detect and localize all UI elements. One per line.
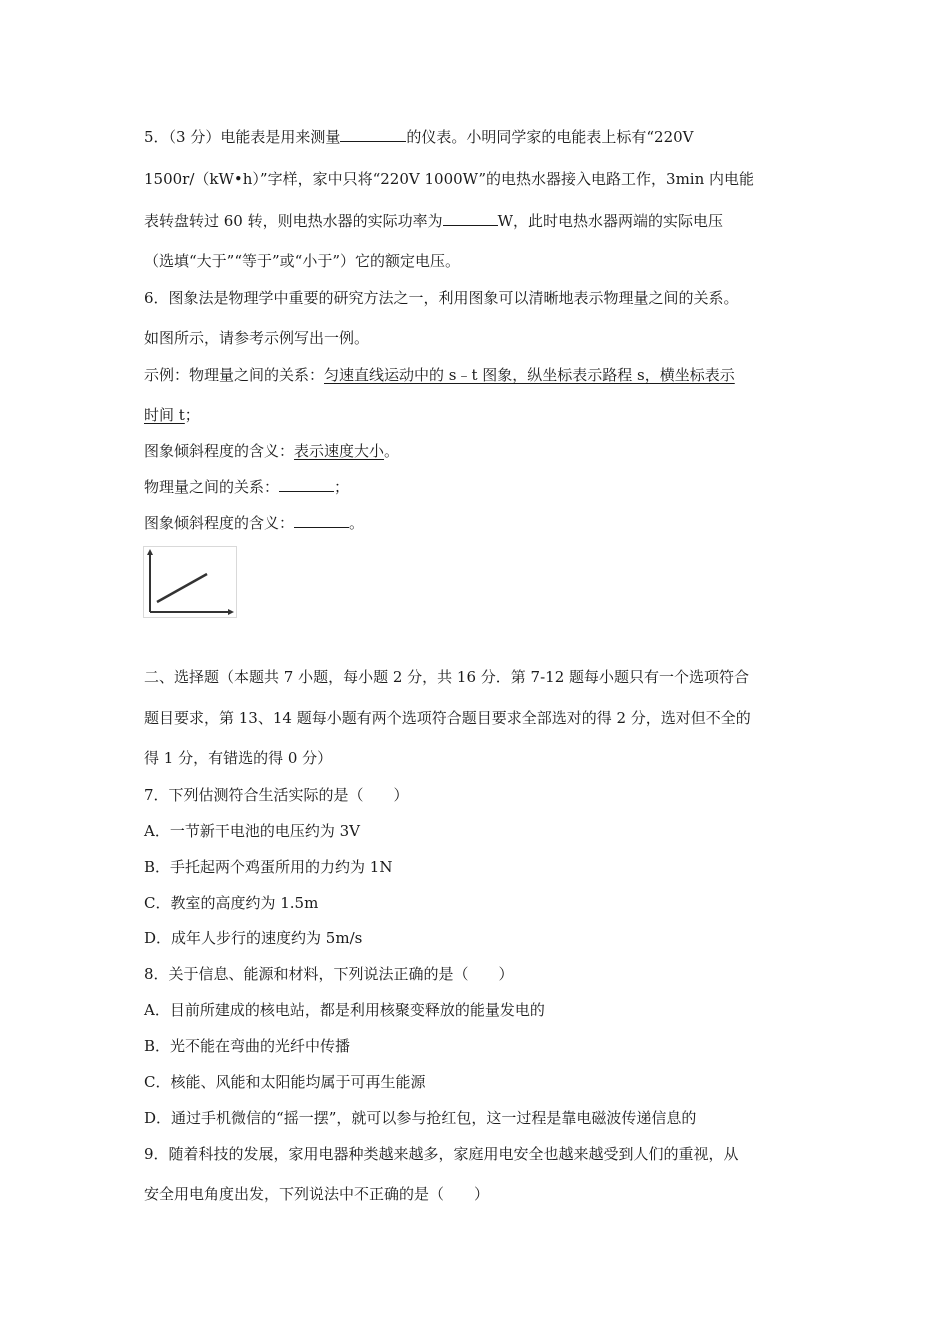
graph-x-arrow xyxy=(228,609,234,615)
section2-line-3: 得 1 分，有错选的得 0 分） xyxy=(144,749,333,767)
q6-example-prefix: 示例：物理量之间的关系： xyxy=(144,366,325,384)
q6-slope-prefix: 图象倾斜程度的含义： xyxy=(144,514,295,532)
q6-example-end: ； xyxy=(184,406,200,424)
q7-option-b: B．手托起两个鸡蛋所用的力约为 1N xyxy=(144,858,393,876)
q7-stem: 7．下列估测符合生活实际的是（ ） xyxy=(144,786,409,804)
q5-line-3 xyxy=(144,211,723,231)
q8-option-b: B．光不能在弯曲的光纤中传播 xyxy=(144,1037,351,1055)
section2-line-1: 二、选择题（本题共 7 小题，每小题 2 分，共 16 分．第 7-12 题每小题只有一个选项符合 xyxy=(144,668,750,686)
q5-text-1b: 的仪表。小明同学家的电能表上标有“220V xyxy=(406,128,694,146)
q7-option-d: D．成年人步行的速度约为 5m/s xyxy=(144,929,363,947)
q6-example-line-2 xyxy=(144,405,200,425)
graph-y-arrow xyxy=(147,549,153,555)
q5-blank-2[interactable] xyxy=(443,211,498,226)
q7-option-c: C．教室的高度约为 1.5m xyxy=(144,894,319,912)
q6-meaning-underlined: 表示速度大小 xyxy=(294,442,385,460)
q6-relation-prefix: 物理量之间的关系： xyxy=(144,478,280,496)
q6-line-2: 如图所示，请参考示例写出一例。 xyxy=(144,329,370,347)
graph-frame xyxy=(144,547,237,618)
q6-example-line-1 xyxy=(144,365,735,385)
q6-relation-blank[interactable] xyxy=(279,477,334,492)
q9-line-1: 9．随着科技的发展，家用电器种类越来越多，家庭用电安全也越来越受到人们的重视，从 xyxy=(144,1145,739,1163)
q6-meaning-prefix: 图象倾斜程度的含义： xyxy=(144,442,295,460)
q6-slope-end: 。 xyxy=(349,514,365,532)
q6-slope-line xyxy=(144,513,364,533)
q6-relation-end: ； xyxy=(334,478,350,496)
q6-meaning-line xyxy=(144,441,399,461)
q6-example-underlined: 匀速直线运动中的 s﹣t 图象，纵坐标表示路程 s，横坐标表示 xyxy=(324,366,735,384)
q6-meaning-end: 。 xyxy=(384,442,400,460)
q8-option-c: C．核能、风能和太阳能均属于可再生能源 xyxy=(144,1073,426,1091)
q5-text-1a: 5．（3 分）电能表是用来测量 xyxy=(144,128,341,146)
q6-example-underlined-2: 时间 t xyxy=(144,406,185,424)
section2-line-2: 题目要求，第 13、14 题每小题有两个选项符合题目要求全部选对的得 2 分，选对但不全的 xyxy=(144,709,751,727)
q6-slope-blank[interactable] xyxy=(294,513,349,528)
q8-option-a: A．目前所建成的核电站，都是利用核聚变释放的能量发电的 xyxy=(144,1001,545,1019)
q5-blank-1[interactable] xyxy=(340,127,406,142)
q6-line-1: 6．图象法是物理学中重要的研究方法之一，利用图象可以清晰地表示物理量之间的关系。 xyxy=(144,289,739,307)
q5-line-2: 1500r/（kW•h）”字样，家中只将“220V 1000W”的电热水器接入电路工作，3min 内电能 xyxy=(144,170,755,188)
graph-line xyxy=(157,574,207,602)
q6-relation-line xyxy=(144,477,349,497)
q7-option-a: A．一节新干电池的电压约为 3V xyxy=(144,822,360,840)
q5-line-1 xyxy=(144,127,694,147)
q5-text-3a: 表转盘转过 60 转，则电热水器的实际功率为 xyxy=(144,212,443,230)
q5-text-3b: W，此时电热水器两端的实际电压 xyxy=(497,212,724,230)
q8-option-d: D．通过手机微信的“摇一摆”，就可以参与抢红包，这一过程是靠电磁波传递信息的 xyxy=(144,1109,697,1127)
q5-line-4: （选填“大于”“等于”或“小于”）它的额定电压。 xyxy=(144,252,461,270)
q9-line-2: 安全用电角度出发，下列说法中不正确的是（ ） xyxy=(144,1185,490,1203)
q8-stem: 8．关于信息、能源和材料，下列说法正确的是（ ） xyxy=(144,965,514,983)
q6-graph-figure xyxy=(143,546,237,618)
